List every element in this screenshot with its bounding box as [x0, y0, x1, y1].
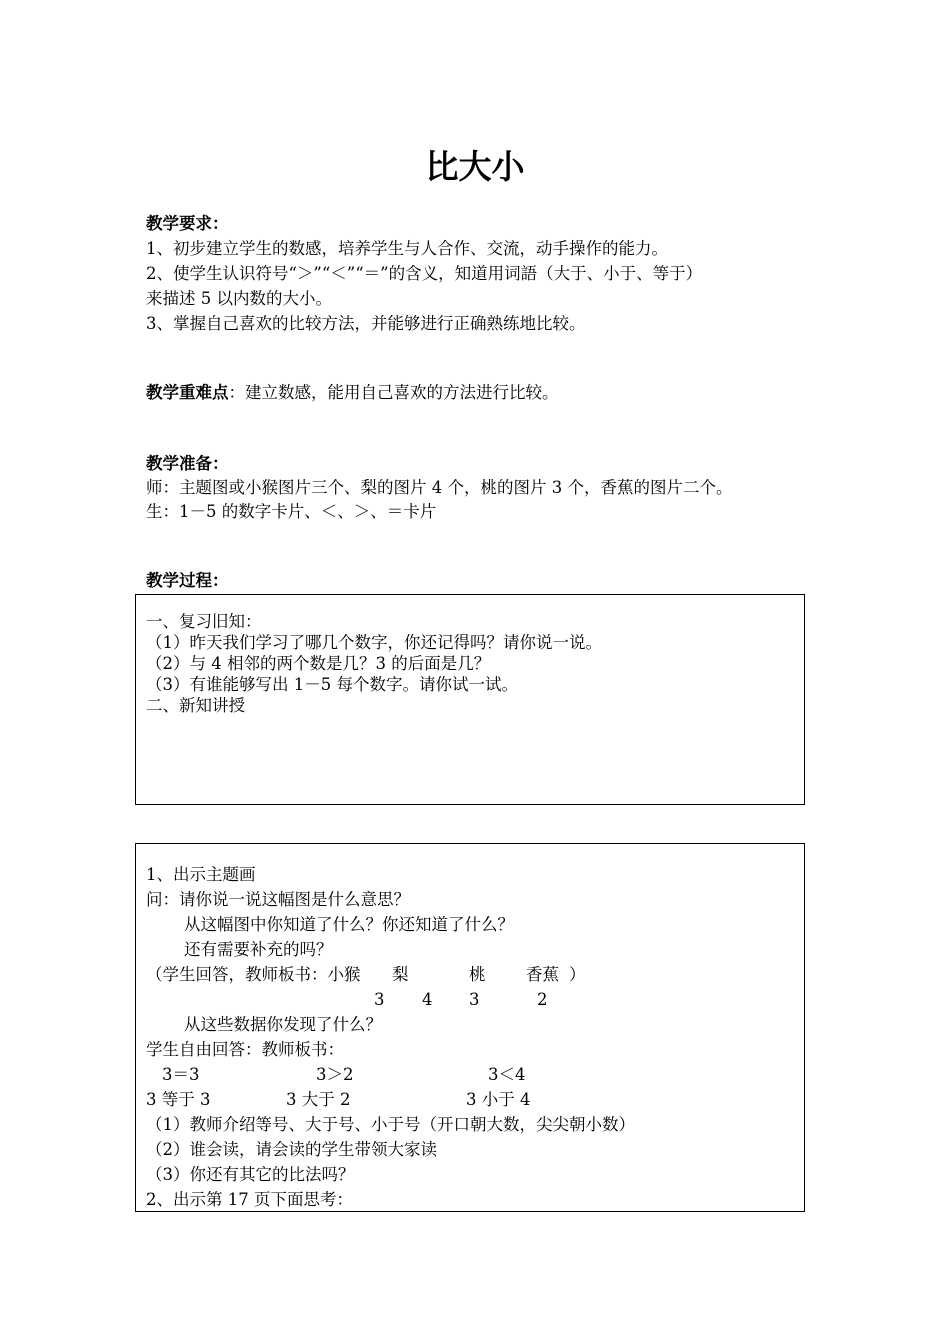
preparation-teacher: 师：主题图或小猴图片三个、梨的图片 4 个，桃的图片 3 个，香蕉的图片二个。	[146, 478, 733, 497]
count-value: 2	[537, 990, 548, 1009]
box-line: （学生回答，教师板书：小猴	[146, 965, 361, 984]
box-line: （2）与 4 相邻的两个数是几？3 的后面是几？	[146, 654, 491, 673]
compare-words: 3 小于 4	[466, 1090, 531, 1109]
box-line: （1）教师介绍等号、大于号、小于号（开口朝大数，尖尖朝小数）	[146, 1115, 635, 1134]
compare-words: 3 等于 3	[146, 1090, 211, 1109]
box-line: （2）谁会读，请会读的学生带领大家读	[146, 1140, 437, 1159]
box-line: （3）你还有其它的比法吗？	[146, 1165, 355, 1184]
fruit-label: 梨	[392, 965, 409, 984]
requirement-item: 3、掌握自己喜欢的比较方法，并能够进行正确熟练地比较。	[146, 314, 586, 333]
fruit-label: 桃	[469, 965, 486, 984]
new-knowledge-box	[135, 843, 805, 1212]
compare-symbol: 3＜4	[488, 1065, 526, 1084]
requirements-heading: 教学要求：	[146, 214, 229, 233]
closing-paren: ）	[569, 965, 586, 984]
box-line: 学生自由回答：教师板书：	[146, 1040, 344, 1059]
box-line: （3）有谁能够写出 1－5 每个数字。请你试一试。	[146, 675, 518, 694]
requirement-item: 来描述 5 以内数的大小。	[146, 289, 332, 308]
box-line: 2、出示第 17 页下面思考：	[146, 1190, 353, 1209]
review-box	[135, 594, 805, 805]
box-line: 二、新知讲授	[146, 696, 245, 715]
compare-symbol: 3＝3	[162, 1065, 200, 1084]
count-value: 4	[422, 990, 433, 1009]
box-line: 还有需要补充的吗？	[184, 940, 333, 959]
process-heading: 教学过程：	[146, 571, 229, 590]
box-line: 一、复习旧知：	[146, 612, 262, 631]
fruit-label: 香蕉	[526, 965, 559, 984]
count-value: 3	[469, 990, 480, 1009]
box-line: 从这些数据你发现了什么？	[184, 1015, 382, 1034]
box-line: 从这幅图中你知道了什么？你还知道了什么？	[184, 915, 514, 934]
count-value: 3	[374, 990, 385, 1009]
requirement-item: 1、初步建立学生的数感，培养学生与人合作、交流，动手操作的能力。	[146, 239, 668, 258]
compare-symbol: 3＞2	[316, 1065, 354, 1084]
requirement-item: 2、使学生认识符号“＞”“＜”“＝”的含义，知道用词語（大于、小于、等于）	[146, 264, 703, 283]
box-line: 1、出示主题画	[146, 865, 256, 884]
preparation-heading: 教学准备：	[146, 454, 229, 473]
key-points-heading: 教学重难点	[146, 383, 229, 402]
preparation-student: 生：1－5 的数字卡片、＜、＞、＝卡片	[146, 502, 437, 521]
box-line: 问：请你说一说这幅图是什么意思？	[146, 890, 410, 909]
key-points-text: ：建立数感，能用自己喜欢的方法进行比较。	[228, 383, 559, 402]
page-title: 比大小	[425, 147, 525, 186]
key-points	[146, 381, 559, 405]
box-line: （1）昨天我们学习了哪几个数字，你还记得吗？请你说一说。	[146, 633, 602, 652]
compare-words: 3 大于 2	[286, 1090, 351, 1109]
